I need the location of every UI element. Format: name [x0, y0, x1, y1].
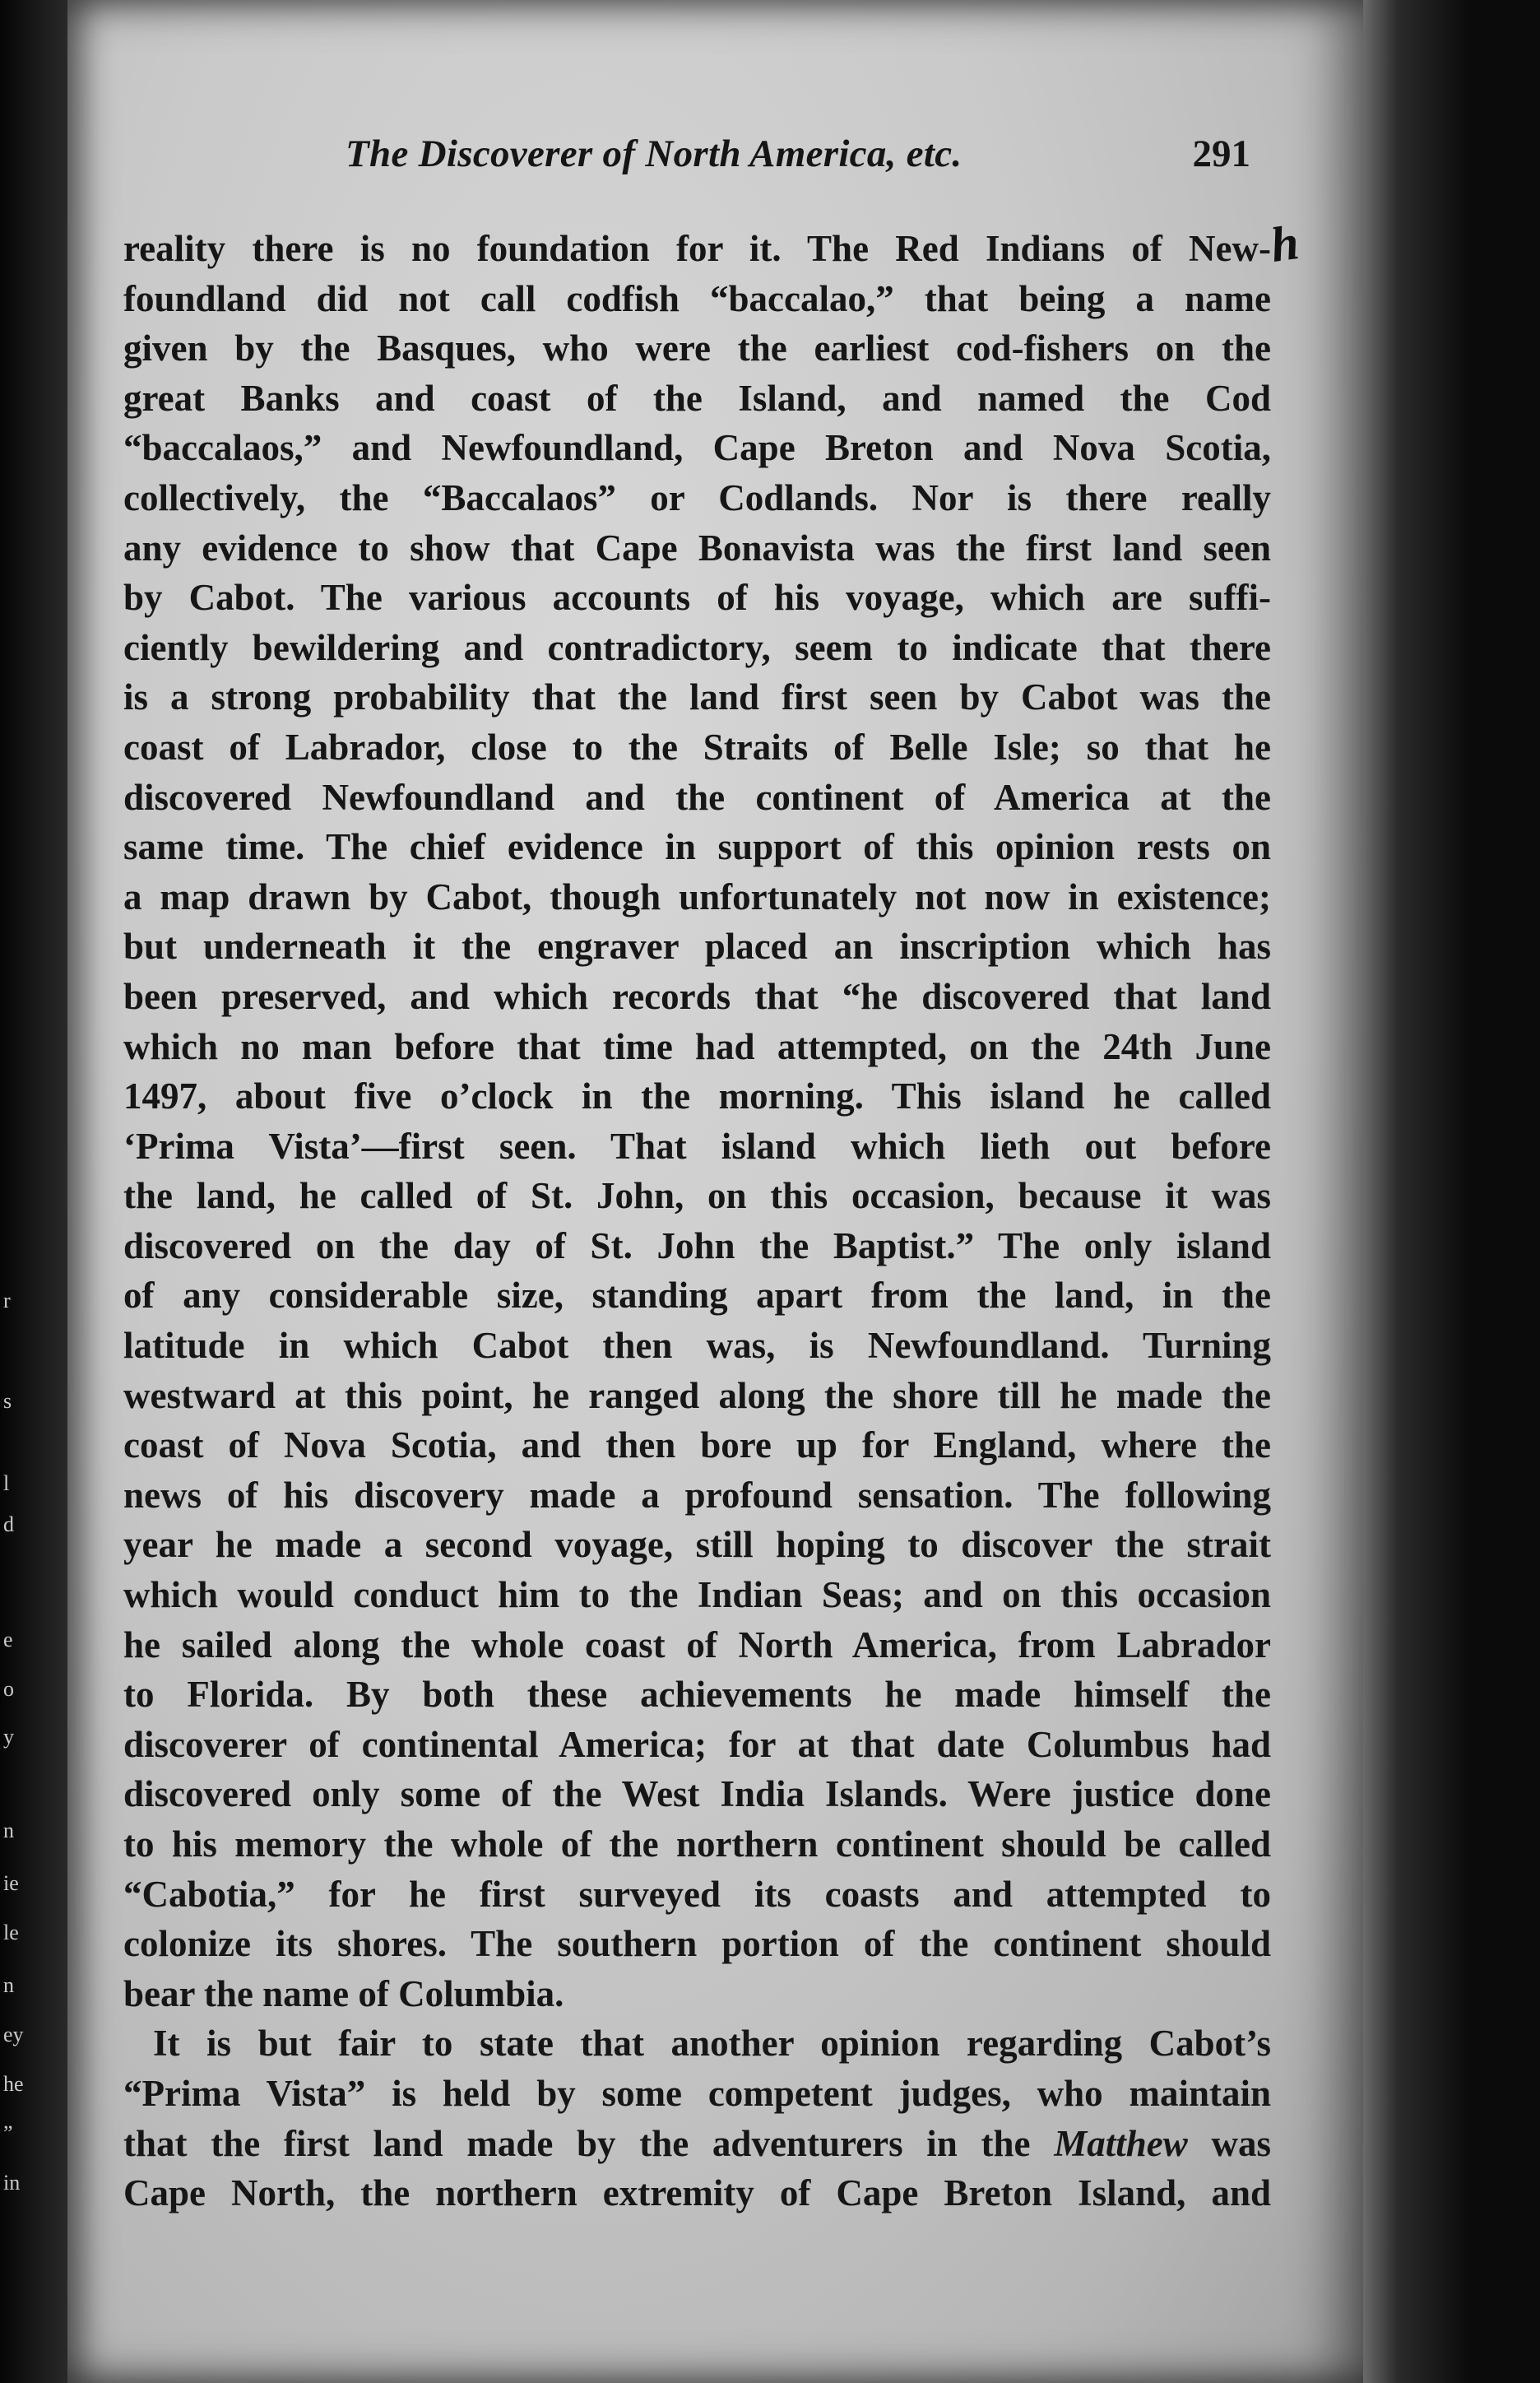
text-line: been preserved, and which records that “he discovered that land: [123, 975, 1271, 1017]
page-header: [123, 132, 1250, 189]
paragraph: [123, 224, 1271, 2018]
text-line: coast of Labrador, close to the Straits of Belle Isle; so that he: [123, 726, 1271, 768]
facing-page-edge: [0, 0, 66, 2383]
running-title: The Discoverer of North America, etc.: [346, 132, 962, 175]
facing-page-letter: ie: [3, 1871, 19, 1895]
text-line: discoverer of continental America; for at that date Columbus had: [123, 1723, 1271, 1765]
facing-page-letter: ey: [3, 2023, 24, 2046]
handwritten-margin-mark: h: [1267, 215, 1302, 273]
facing-page-letter: r: [3, 1289, 11, 1312]
text-line: same time. The chief evidence in support of this opinion rests on: [123, 826, 1271, 868]
text-line: ciently bewildering and contradictory, seem to indicate that there: [123, 626, 1271, 668]
body-text: [123, 224, 1271, 2218]
text-line: to his memory the whole of the northern continent should be called: [123, 1823, 1271, 1865]
text-line: by Cabot. The various accounts of his voyage, which are suffi-: [123, 577, 1271, 619]
facing-page-letter: n: [3, 1973, 14, 1997]
text-line: colonize its shores. The southern portion of the continent should: [123, 1923, 1271, 1965]
text-line: given by the Basques, who were the earliest cod-fishers on the: [123, 327, 1271, 369]
ship-name: Matthew: [1054, 2122, 1188, 2164]
facing-page-letter: he: [3, 2072, 24, 2096]
text-line: Cape North, the northern extremity of Cape Breton Island, and: [123, 2172, 1271, 2214]
right-margin-shadow: [1363, 0, 1540, 2383]
text-line: discovered on the day of St. John the Baptist.” The only island: [123, 1224, 1271, 1266]
facing-page-letter: le: [3, 1921, 19, 1944]
text-line: of any considerable size, standing apart from the land, in the: [123, 1275, 1271, 1317]
facing-page-letter: n: [3, 1819, 14, 1842]
text-line: ‘Prima Vista’—first seen. That island which lieth out before: [123, 1125, 1271, 1167]
text-line: latitude in which Cabot then was, is Newfoundland. Turning: [123, 1325, 1271, 1367]
text-line: “Prima Vista” is held by some competent judges, who maintain: [123, 2072, 1271, 2114]
text-line: the land, he called of St. John, on this occasion, because it was: [123, 1175, 1271, 1217]
facing-page-letter: ”: [3, 2121, 13, 2145]
text-line: collectively, the “Baccalaos” or Codlands. Nor is there really: [123, 476, 1271, 518]
text-line: reality there is no foundation for it. The Red Indians of New-: [123, 228, 1271, 269]
text-line: bear the name of Columbia.: [123, 1972, 564, 2014]
paragraph: [123, 2018, 1271, 2218]
text-line: discovered only some of the West India Islands. Were justice done: [123, 1773, 1271, 1815]
text-line: which no man before that time had attempted, on the 24th June: [123, 1025, 1271, 1067]
facing-page-letter: l: [3, 1471, 10, 1495]
text-line: great Banks and coast of the Island, and named the Cod: [123, 377, 1271, 419]
text-line: news of his discovery made a profound sensation. The following: [123, 1474, 1271, 1516]
facing-page-letter: s: [3, 1389, 12, 1413]
text-line: It is but fair to state that another opinion regarding Cabot’s: [153, 2023, 1271, 2065]
text-line: westward at this point, he ranged along the shore till he made the: [123, 1374, 1271, 1416]
text-line: is a strong probability that the land first seen by Cabot was the: [123, 676, 1271, 718]
facing-page-letter: d: [3, 1512, 14, 1536]
text-line: 1497, about five o’clock in the morning. This island he called: [123, 1075, 1271, 1117]
text-line: to Florida. By both these achievements he made himself the: [123, 1674, 1271, 1716]
text-line: but underneath it the engraver placed an inscription which has: [123, 926, 1271, 968]
text-line: “Cabotia,” for he first surveyed its coasts and attempted to: [123, 1873, 1271, 1915]
facing-page-letter: e: [3, 1628, 13, 1651]
text-line: any evidence to show that Cape Bonavista was the first land seen: [123, 527, 1271, 569]
text-line: coast of Nova Scotia, and then bore up for England, where the: [123, 1424, 1271, 1466]
facing-page-letter: y: [3, 1725, 14, 1749]
text-line: foundland did not call codfish “baccalao,” that being a name: [123, 277, 1271, 319]
text-line: year he made a second voyage, still hoping to discover the strait: [123, 1524, 1271, 1566]
page-number: 291: [1192, 132, 1250, 175]
text-line: discovered Newfoundland and the continent of America at the: [123, 776, 1271, 818]
text-line: a map drawn by Cabot, though unfortunately not now in existence;: [123, 876, 1271, 917]
text-line: “baccalaos,” and Newfoundland, Cape Breton and Nova Scotia,: [123, 427, 1271, 469]
facing-page-letter: in: [3, 2171, 21, 2195]
text-line: that the first land made by the adventurers in the Matthew was: [123, 2122, 1271, 2164]
text-line: he sailed along the whole coast of North America, from Labrador: [123, 1624, 1271, 1665]
facing-page-letter: o: [3, 1677, 14, 1701]
text-line: which would conduct him to the Indian Seas; and on this occasion: [123, 1574, 1271, 1616]
